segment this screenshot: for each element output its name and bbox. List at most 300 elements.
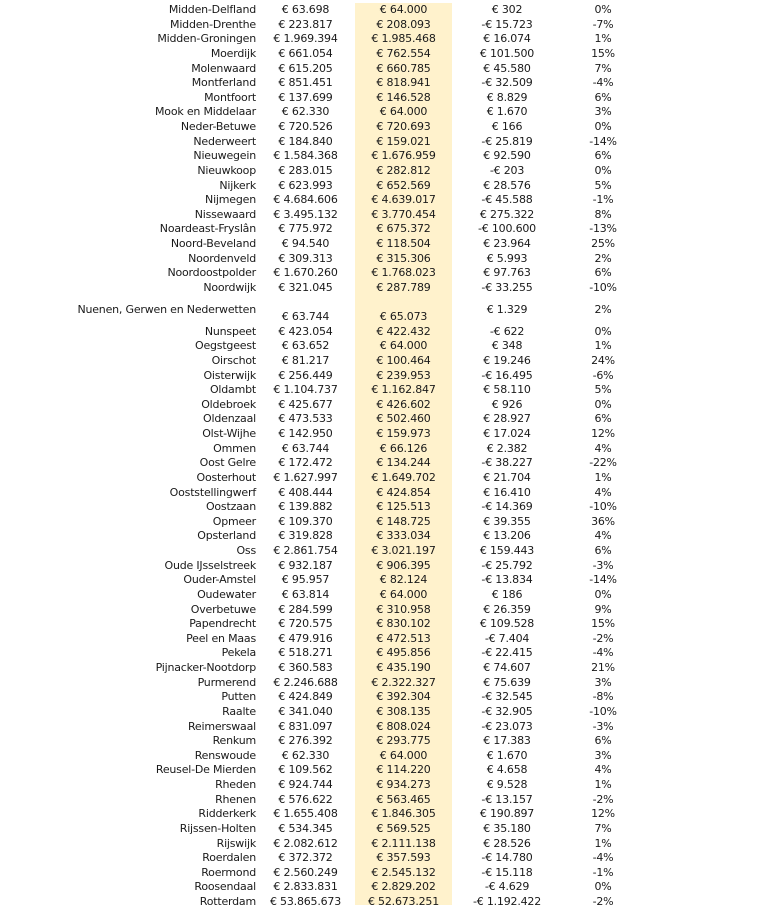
difference-cell: € 21.704 (483, 470, 531, 484)
difference-cell: € 16.410 (483, 485, 531, 499)
table-row (0, 705, 644, 720)
value-2-cell: € 720.693 (376, 120, 431, 133)
municipality-name-cell: Rotterdam (199, 895, 256, 909)
percentage-cell: 4% (594, 485, 612, 499)
municipality-name-cell: Olst-Wijhe (202, 427, 256, 441)
difference-cell: € 97.763 (483, 266, 531, 280)
table-body (0, 3, 644, 910)
value-2-cell: € 118.504 (376, 237, 431, 250)
value-2-cell: € 64.000 (379, 105, 428, 119)
percentage-cell: 24% (591, 353, 615, 367)
difference-cell: € 2.382 (486, 441, 528, 455)
municipality-name-cell: Montfoort (204, 90, 256, 104)
value-1-cell: € 2.560.249 (273, 865, 338, 879)
percentage-cell: 4% (594, 441, 612, 455)
difference-cell: -€ 22.415 (481, 646, 533, 660)
percentage-cell: 0% (594, 3, 612, 16)
value-2-cell: € 208.093 (376, 17, 431, 31)
municipality-name-cell: Nijmegen (205, 193, 256, 207)
value-2-cell: € 148.725 (376, 514, 431, 528)
table-row (0, 193, 644, 208)
value-1-cell: € 62.330 (281, 748, 330, 762)
difference-cell: € 190.897 (479, 807, 535, 821)
table-row (0, 427, 644, 442)
value-2-cell: € 426.602 (376, 397, 431, 411)
table-row (0, 135, 644, 150)
percentage-cell: 3% (594, 675, 612, 689)
value-2-cell: € 310.958 (376, 602, 431, 616)
table-row (0, 222, 644, 237)
value-2-cell: € 82.124 (379, 573, 428, 587)
municipality-name-cell: Reimerswaal (187, 719, 256, 733)
value-2-cell: € 52.673.251 (367, 895, 440, 909)
municipality-name-cell: Nieuwkoop (197, 163, 256, 177)
municipality-name-cell: Moerdijk (210, 46, 256, 60)
municipality-name-cell: Oldambt (209, 383, 256, 397)
table-row (0, 164, 644, 179)
municipality-name-cell: Peel en Maas (186, 631, 256, 645)
table-row (0, 793, 644, 808)
percentage-cell: -4% (592, 76, 614, 90)
table-row (0, 252, 644, 267)
value-2-cell: € 66.126 (379, 441, 428, 455)
difference-cell: -€ 622 (489, 324, 525, 338)
value-1-cell: € 2.833.831 (273, 880, 338, 894)
value-1-cell: € 473.533 (278, 412, 333, 426)
difference-cell: -€ 32.905 (481, 704, 533, 718)
percentage-cell: 9% (594, 602, 612, 616)
municipality-name-cell: Midden-Drenthe (170, 17, 256, 31)
table-row (0, 91, 644, 106)
value-2-cell: € 315.306 (376, 251, 431, 265)
percentage-cell: 1% (594, 470, 612, 484)
table-row (0, 354, 644, 369)
difference-cell: € 45.580 (483, 61, 531, 75)
value-2-cell: € 64.000 (379, 3, 428, 16)
percentage-cell: -10% (589, 280, 617, 294)
municipality-name-cell: Nissewaard (194, 207, 256, 221)
municipality-name-cell: Nijkerk (219, 178, 256, 192)
table-row (0, 296, 644, 325)
percentage-cell: 12% (591, 807, 615, 821)
table-row (0, 369, 644, 384)
municipality-name-cell: Ridderkerk (198, 807, 256, 821)
value-1-cell: € 924.744 (278, 778, 333, 792)
municipality-name-cell: Oirschot (211, 353, 256, 367)
municipality-name-cell: Oisterwijk (203, 368, 256, 382)
municipality-name-cell: Ooststellingwerf (169, 485, 256, 499)
table-row (0, 851, 644, 866)
value-1-cell: € 4.684.606 (273, 193, 338, 207)
difference-cell: € 26.359 (483, 602, 531, 616)
percentage-cell: -8% (592, 690, 614, 704)
percentage-cell: 7% (594, 61, 612, 75)
value-2-cell: € 422.432 (376, 324, 431, 338)
percentage-cell: 6% (594, 734, 612, 748)
value-1-cell: € 1.584.368 (273, 149, 338, 163)
difference-cell: € 1.329 (486, 302, 528, 316)
percentage-cell: 6% (594, 90, 612, 104)
percentage-cell: 3% (594, 105, 612, 119)
difference-cell: -€ 38.227 (481, 456, 533, 470)
percentage-cell: 4% (594, 763, 612, 777)
difference-cell: € 9.528 (486, 778, 528, 792)
table-row (0, 588, 644, 603)
difference-cell: € 348 (491, 339, 523, 353)
table-row (0, 62, 644, 77)
municipality-name-cell: Oudewater (197, 587, 256, 601)
percentage-cell: 0% (594, 324, 612, 338)
value-1-cell: € 1.627.997 (273, 470, 338, 484)
municipality-name-cell: Oegstgeest (194, 339, 256, 353)
table-row (0, 617, 644, 632)
value-2-cell: € 357.593 (376, 851, 431, 865)
value-1-cell: € 53.865.673 (269, 895, 342, 909)
value-2-cell: € 4.639.017 (371, 193, 436, 207)
municipality-name-cell: Overbetuwe (190, 602, 256, 616)
difference-cell: -€ 14.780 (481, 851, 533, 865)
value-1-cell: € 63.698 (281, 3, 330, 16)
difference-cell: -€ 32.545 (481, 690, 533, 704)
percentage-cell: 25% (591, 237, 615, 250)
value-2-cell: € 2.322.327 (371, 675, 436, 689)
table-row (0, 18, 644, 33)
value-2-cell: € 159.973 (376, 427, 431, 441)
table-row (0, 837, 644, 852)
table-row (0, 266, 644, 281)
difference-cell: € 166 (491, 120, 523, 133)
value-1-cell: € 425.677 (278, 397, 333, 411)
table-row (0, 120, 644, 135)
value-2-cell: € 282.812 (376, 163, 431, 177)
value-2-cell: € 3.770.454 (371, 207, 436, 221)
difference-cell: -€ 45.588 (481, 193, 533, 207)
value-2-cell: € 2.829.202 (371, 880, 436, 894)
difference-cell: -€ 14.369 (481, 500, 533, 514)
difference-cell: -€ 25.792 (481, 558, 533, 572)
table-row (0, 529, 644, 544)
percentage-cell: 4% (594, 529, 612, 543)
value-2-cell: € 762.554 (376, 46, 431, 60)
municipality-name-cell: Noordwijk (203, 280, 256, 294)
municipality-name-cell: Ouder-Amstel (183, 573, 256, 587)
municipality-name-cell: Opmeer (212, 514, 256, 528)
percentage-cell: 1% (594, 339, 612, 353)
table-row (0, 822, 644, 837)
municipality-name-cell: Pijnacker-Nootdorp (155, 661, 256, 675)
percentage-cell: -4% (592, 646, 614, 660)
percentage-cell: -2% (592, 792, 614, 806)
difference-cell: € 275.322 (479, 207, 535, 221)
value-1-cell: € 360.583 (278, 661, 333, 675)
municipality-name-cell: Rijswijk (216, 836, 256, 850)
percentage-cell: 8% (594, 207, 612, 221)
value-1-cell: € 81.217 (281, 353, 330, 367)
municipality-name-cell: Noardeast-Fryslân (159, 222, 256, 236)
value-1-cell: € 283.015 (278, 163, 333, 177)
municipality-name-cell: Rijssen-Holten (179, 821, 256, 835)
municipality-name-cell: Oostzaan (205, 500, 256, 514)
value-2-cell: € 1.162.847 (371, 383, 436, 397)
municipality-name-cell: Nunspeet (204, 324, 256, 338)
value-1-cell: € 1.655.408 (273, 807, 338, 821)
value-1-cell: € 1.104.737 (273, 383, 338, 397)
table-row (0, 544, 644, 559)
table-row (0, 32, 644, 47)
difference-cell: -€ 32.509 (481, 76, 533, 90)
value-1-cell: € 95.957 (281, 573, 330, 587)
value-2-cell: € 1.676.959 (371, 149, 436, 163)
municipality-name-cell: Reusel-De Mierden (155, 763, 256, 777)
difference-cell: € 17.024 (483, 427, 531, 441)
value-1-cell: € 2.246.688 (273, 675, 338, 689)
table-row (0, 383, 644, 398)
value-1-cell: € 518.271 (278, 646, 333, 660)
value-2-cell: € 569.525 (376, 821, 431, 835)
value-1-cell: € 319.828 (278, 529, 333, 543)
value-2-cell: € 424.854 (376, 485, 431, 499)
municipality-name-cell: Noordoostpolder (167, 266, 256, 280)
value-1-cell: € 775.972 (278, 222, 333, 236)
value-2-cell: € 660.785 (376, 61, 431, 75)
value-1-cell: € 276.392 (278, 734, 333, 748)
percentage-cell: 0% (594, 163, 612, 177)
value-1-cell: € 109.370 (278, 514, 333, 528)
difference-cell: € 8.829 (486, 90, 528, 104)
percentage-cell: -2% (592, 895, 614, 909)
table-row (0, 500, 644, 515)
difference-cell: € 159.443 (479, 544, 535, 558)
value-1-cell: € 479.916 (278, 631, 333, 645)
table-row (0, 690, 644, 705)
value-2-cell: € 472.513 (376, 631, 431, 645)
table-row (0, 281, 644, 296)
table-row (0, 149, 644, 164)
table-row (0, 734, 644, 749)
municipality-name-cell: Ommen (213, 441, 256, 455)
difference-cell: € 1.670 (486, 105, 528, 119)
table-row (0, 442, 644, 457)
percentage-cell: 6% (594, 266, 612, 280)
percentage-cell: -1% (592, 193, 614, 207)
percentage-cell: 3% (594, 748, 612, 762)
difference-cell: -€ 7.404 (484, 631, 530, 645)
municipality-name-cell: Renswoude (194, 748, 256, 762)
municipality-name-cell: Roermond (201, 865, 256, 879)
percentage-cell: 2% (594, 302, 612, 316)
value-2-cell: € 392.304 (376, 690, 431, 704)
municipality-name-cell: Noordenveld (188, 251, 256, 265)
difference-cell: -€ 15.723 (481, 17, 533, 31)
difference-cell: € 926 (491, 397, 523, 411)
municipality-name-cell: Rhenen (215, 792, 256, 806)
value-1-cell: € 63.652 (281, 339, 330, 353)
difference-cell: € 39.355 (483, 514, 531, 528)
difference-cell: -€ 100.600 (478, 222, 536, 236)
value-1-cell: € 109.562 (278, 763, 333, 777)
value-1-cell: € 63.814 (281, 587, 330, 601)
value-1-cell: € 1.969.394 (273, 32, 338, 46)
table-row (0, 3, 644, 18)
difference-cell: € 302 (491, 3, 523, 16)
percentage-cell: 6% (594, 544, 612, 558)
difference-cell: -€ 13.834 (481, 573, 533, 587)
table-row (0, 325, 644, 340)
municipality-name-cell: Montferland (191, 76, 256, 90)
value-1-cell: € 3.495.132 (273, 207, 338, 221)
percentage-cell: -10% (589, 704, 617, 718)
table-row (0, 603, 644, 618)
value-2-cell: € 65.073 (379, 310, 428, 324)
value-2-cell: € 435.190 (376, 661, 431, 675)
table-row (0, 412, 644, 427)
difference-cell: € 101.500 (479, 46, 535, 60)
value-1-cell: € 172.472 (278, 456, 333, 470)
value-2-cell: € 293.775 (376, 734, 431, 748)
municipality-name-cell: Molenwaard (191, 61, 256, 75)
table-row (0, 76, 644, 91)
table-row (0, 720, 644, 735)
percentage-cell: 1% (594, 778, 612, 792)
value-1-cell: € 321.045 (278, 280, 333, 294)
table-row (0, 807, 644, 822)
value-2-cell: € 808.024 (376, 719, 431, 733)
percentage-cell: 6% (594, 149, 612, 163)
municipality-name-cell: Putten (221, 690, 256, 704)
difference-cell: € 28.927 (483, 412, 531, 426)
percentage-cell: 2% (594, 251, 612, 265)
table-row (0, 237, 644, 252)
value-1-cell: € 534.345 (278, 821, 333, 835)
municipality-name-cell: Midden-Groningen (157, 32, 256, 46)
table-row (0, 880, 644, 895)
value-2-cell: € 308.135 (376, 704, 431, 718)
percentage-cell: 0% (594, 397, 612, 411)
value-2-cell: € 125.513 (376, 500, 431, 514)
value-2-cell: € 495.856 (376, 646, 431, 660)
table-row (0, 749, 644, 764)
value-1-cell: € 851.451 (278, 76, 333, 90)
table-row (0, 632, 644, 647)
percentage-cell: -1% (592, 865, 614, 879)
percentage-cell: -13% (589, 222, 617, 236)
table-row (0, 661, 644, 676)
value-2-cell: € 675.372 (376, 222, 431, 236)
percentage-cell: 21% (591, 661, 615, 675)
municipality-name-cell: Renkum (212, 734, 256, 748)
percentage-cell: 36% (591, 514, 615, 528)
value-1-cell: € 62.330 (281, 105, 330, 119)
value-1-cell: € 284.599 (278, 602, 333, 616)
value-2-cell: € 934.273 (376, 778, 431, 792)
value-1-cell: € 424.849 (278, 690, 333, 704)
difference-cell: -€ 16.495 (481, 368, 533, 382)
value-1-cell: € 142.950 (278, 427, 333, 441)
difference-cell: € 109.528 (479, 617, 535, 631)
table-row (0, 398, 644, 413)
value-2-cell: € 2.545.132 (371, 865, 436, 879)
value-1-cell: € 309.313 (278, 251, 333, 265)
value-2-cell: € 2.111.138 (371, 836, 436, 850)
difference-cell: € 28.576 (483, 178, 531, 192)
value-2-cell: € 1.846.305 (371, 807, 436, 821)
value-1-cell: € 831.097 (278, 719, 333, 733)
table-row (0, 646, 644, 661)
value-2-cell: € 333.034 (376, 529, 431, 543)
difference-cell: € 35.180 (483, 821, 531, 835)
percentage-cell: -10% (589, 500, 617, 514)
difference-cell: -€ 33.255 (481, 280, 533, 294)
value-1-cell: € 623.993 (278, 178, 333, 192)
table-row (0, 471, 644, 486)
table-row (0, 763, 644, 778)
municipality-name-cell: Oost Gelre (199, 456, 256, 470)
difference-cell: € 17.383 (483, 734, 531, 748)
municipality-name-cell: Nieuwegein (193, 149, 256, 163)
value-2-cell: € 3.021.197 (371, 544, 436, 558)
value-1-cell: € 423.054 (278, 324, 333, 338)
value-1-cell: € 94.540 (281, 237, 330, 250)
difference-cell: € 74.607 (483, 661, 531, 675)
percentage-cell: -4% (592, 851, 614, 865)
municipality-name-cell: Purmerend (197, 675, 256, 689)
percentage-cell: 1% (594, 836, 612, 850)
percentage-cell: -3% (592, 558, 614, 572)
difference-cell: € 75.639 (483, 675, 531, 689)
value-1-cell: € 2.861.754 (273, 544, 338, 558)
value-2-cell: € 64.000 (379, 748, 428, 762)
percentage-cell: -14% (589, 573, 617, 587)
value-2-cell: € 818.941 (376, 76, 431, 90)
value-2-cell: € 906.395 (376, 558, 431, 572)
value-1-cell: € 661.054 (278, 46, 333, 60)
municipality-name-cell: Oosterhout (196, 470, 256, 484)
value-2-cell: € 64.000 (379, 339, 428, 353)
municipality-table (0, 3, 644, 910)
percentage-cell: 0% (594, 587, 612, 601)
difference-cell: -€ 23.073 (481, 719, 533, 733)
percentage-cell: -2% (592, 631, 614, 645)
difference-cell: € 1.670 (486, 748, 528, 762)
percentage-cell: 12% (591, 427, 615, 441)
value-2-cell: € 100.464 (376, 353, 431, 367)
value-1-cell: € 932.187 (278, 558, 333, 572)
difference-cell: € 13.206 (483, 529, 531, 543)
table-row (0, 105, 644, 120)
value-2-cell: € 134.244 (376, 456, 431, 470)
municipality-name-cell: Rheden (215, 778, 256, 792)
value-2-cell: € 830.102 (376, 617, 431, 631)
table-row (0, 778, 644, 793)
municipality-name-cell: Papendrecht (189, 617, 256, 631)
value-2-cell: € 1.649.702 (371, 470, 436, 484)
value-1-cell: € 408.444 (278, 485, 333, 499)
value-2-cell: € 64.000 (379, 587, 428, 601)
value-2-cell: € 563.465 (376, 792, 431, 806)
value-1-cell: € 63.744 (281, 310, 330, 324)
table-row (0, 866, 644, 881)
value-2-cell: € 1.985.468 (371, 32, 436, 46)
value-1-cell: € 137.699 (278, 90, 333, 104)
municipality-name-cell: Midden-Delfland (168, 3, 256, 16)
municipality-name-cell: Mook en Middelaar (155, 105, 256, 119)
difference-cell: € 28.526 (483, 836, 531, 850)
value-1-cell: € 720.526 (278, 120, 333, 133)
value-1-cell: € 372.372 (278, 851, 333, 865)
difference-cell: € 16.074 (483, 32, 531, 46)
value-1-cell: € 615.205 (278, 61, 333, 75)
percentage-cell: -22% (589, 456, 617, 470)
